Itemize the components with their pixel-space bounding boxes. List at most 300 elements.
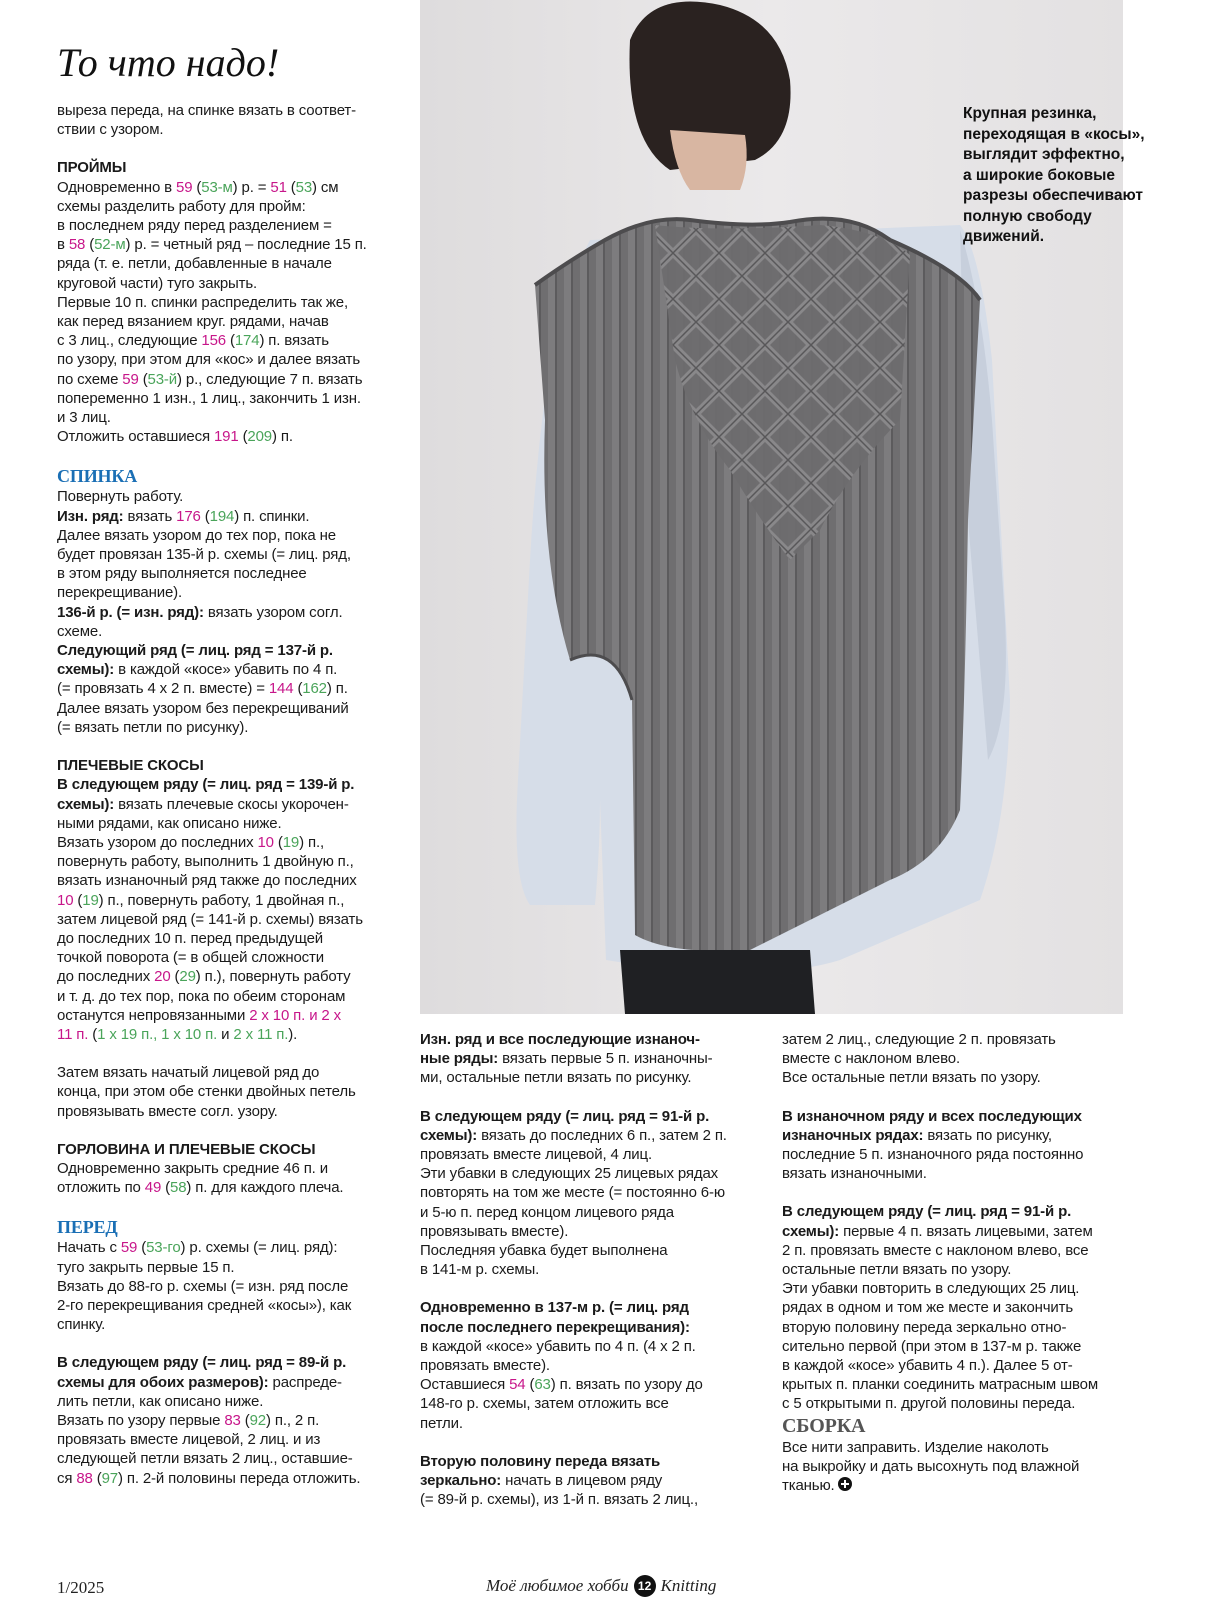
text-line [420, 1298, 765, 1317]
text-run: по схеме [57, 370, 123, 388]
text-run: вязать изнаночный ряд также до последних [57, 872, 357, 890]
text-run: 148-го р. схемы, затем отложить все [420, 1395, 669, 1413]
text-run: ) п., повернуть работу, 1 двойная п., [98, 891, 345, 909]
magazine-name: Моё любимое хобби [486, 1576, 629, 1595]
text-line [57, 178, 402, 197]
size-1-value: 59 [176, 178, 193, 196]
text-run: ( [200, 507, 210, 525]
text-run: ся [57, 1469, 77, 1487]
text-line [782, 1318, 1127, 1337]
text-run: и 5-ю п. перед концом лицевого ряда [420, 1203, 674, 1221]
text-line [57, 1296, 402, 1315]
text-line [57, 1159, 402, 1178]
text-line [782, 1126, 1127, 1145]
text-line [57, 1373, 402, 1392]
text-run: рядах в одном и том же месте и закончить [782, 1299, 1074, 1317]
size-2-value: 29 [179, 968, 196, 986]
instruction-paragraph [420, 1107, 765, 1280]
text-run: вязать узором согл. [203, 603, 343, 621]
text-line [57, 1025, 402, 1044]
section-heading: ПЕРЕД [57, 1217, 118, 1238]
text-line [420, 1318, 765, 1337]
text-line [782, 1337, 1127, 1356]
text-line [420, 1068, 765, 1087]
text-run: Эти убавки повторить в следующих 25 лиц. [782, 1280, 1080, 1298]
size-1-value: 191 [213, 428, 239, 446]
text-line [57, 254, 402, 273]
text-line [57, 871, 402, 890]
text-line [782, 1049, 1127, 1068]
text-run: ) п. [326, 680, 348, 698]
bold-run: после последнего перекрещивания): [420, 1318, 690, 1336]
text-run: Далее вязать узором до тех пор, пока не [57, 526, 336, 544]
text-run: с 5 открытыми п. другой половины переда. [782, 1395, 1076, 1413]
text-run: ) см [312, 178, 339, 196]
text-line [57, 1258, 402, 1277]
text-line [57, 293, 402, 312]
text-run: провязать вместе лицевой, 4 лиц. [420, 1146, 652, 1164]
text-run: последние 5 п. изнаночного ряда постоянно [782, 1146, 1084, 1164]
size-1-value: 20 [154, 968, 171, 986]
text-line [57, 350, 402, 369]
instruction-paragraph [57, 158, 402, 446]
text-run: вязать плечевые скосы укорочен- [114, 795, 349, 813]
text-run: в каждой «косе» убавить 4 п.). Далее 5 от- [782, 1357, 1073, 1375]
size-2-value: 174 [234, 332, 260, 350]
size-1-value: 144 [268, 680, 294, 698]
text-line [57, 641, 402, 660]
text-run: попеременно 1 изн., 1 лиц., закончить 1 изн. [57, 389, 361, 407]
text-run: ными рядами, как описано ниже. [57, 814, 282, 832]
text-run: лить петли, как описано ниже. [57, 1392, 264, 1410]
text-run: вязать изнаночными. [782, 1165, 927, 1183]
text-run: начать в лицевом ряду [501, 1472, 663, 1490]
instruction-paragraph [420, 1030, 765, 1088]
text-line [420, 1471, 765, 1490]
text-line [57, 852, 402, 871]
text-line [420, 1126, 765, 1145]
text-line [57, 1178, 402, 1197]
bold-run: схемы): [57, 795, 115, 813]
text-run: 2 п. провязать вместе с наклоном влево, все [782, 1241, 1089, 1259]
text-run: ( [137, 1239, 147, 1257]
text-run: точкой поворота (= в общей сложности [57, 949, 324, 967]
text-line [57, 370, 402, 389]
text-run: с 3 лиц., следующие [57, 332, 202, 350]
text-run: вторую половину переда зеркально отно- [782, 1318, 1067, 1336]
text-run: Затем вязать начатый лицевой ряд до [57, 1064, 320, 1082]
text-run: ( [240, 1411, 250, 1429]
text-run: в [57, 236, 69, 254]
text-run: провязать вместе). [420, 1357, 550, 1375]
text-run: Далее вязать узором без перекрещиваний [57, 699, 349, 717]
size-1-value: 83 [224, 1411, 241, 1429]
text-run: повернуть работу, выполнить 1 двойную п., [57, 853, 354, 871]
text-line [420, 1356, 765, 1375]
size-2-value: 63 [534, 1376, 551, 1394]
text-run: Эти убавки в следующих 25 лицевых рядах [420, 1165, 719, 1183]
size-2-value: 92 [249, 1411, 266, 1429]
text-line [420, 1145, 765, 1164]
text-line [420, 1337, 765, 1356]
instruction-paragraph [782, 1202, 1127, 1413]
section-heading: ПЛЕЧЕВЫЕ СКОСЫ [57, 757, 204, 775]
text-run: вязать по рисунку, [923, 1126, 1052, 1144]
text-run: ) р. = [232, 178, 271, 196]
text-line [782, 1375, 1127, 1394]
text-line [57, 545, 402, 564]
text-run: Одновременно в [57, 178, 176, 196]
text-run: Все нити заправить. Изделие наколоть [782, 1438, 1049, 1456]
text-line [782, 1394, 1127, 1413]
bold-run: схемы): [420, 1126, 478, 1144]
text-line [782, 1222, 1127, 1241]
text-line [57, 603, 402, 622]
instruction-paragraph [420, 1452, 765, 1510]
text-run: ) п. для каждого плеча. [186, 1179, 344, 1197]
text-run: ( [85, 236, 95, 254]
text-run: ( [161, 1179, 171, 1197]
text-line [57, 1082, 402, 1101]
text-run: петли. [420, 1414, 463, 1432]
text-line [57, 1469, 402, 1488]
size-2-value: 52-м [94, 236, 126, 254]
text-line [782, 1030, 1127, 1049]
text-line [57, 833, 402, 852]
text-line [420, 1394, 765, 1413]
text-line [782, 1164, 1127, 1183]
text-run: в каждой «косе» убавить по 4 п. [114, 661, 338, 679]
bold-run: Следующий ряд (= лиц. ряд = 137-й р. [57, 642, 333, 660]
size-2-value: 97 [101, 1469, 118, 1487]
instruction-paragraph [782, 1107, 1127, 1184]
text-run: ) п. [272, 428, 293, 446]
text-run: сительно первой (при этом в 137-м р. также [782, 1337, 1082, 1355]
text-line [782, 1279, 1127, 1298]
text-line [57, 526, 402, 545]
text-run: Вязать узором до последних [57, 833, 258, 851]
text-line [57, 679, 402, 698]
text-line [57, 1449, 402, 1468]
text-line [57, 929, 402, 948]
text-run: вместе с наклоном влево. [782, 1050, 960, 1068]
text-column-1 [57, 101, 402, 1488]
text-column-3 [782, 1030, 1127, 1495]
text-run: ) п. спинки. [234, 507, 310, 525]
text-run: (= 89-й р. схемы), из 1-й п. вязать 2 лиц., [420, 1491, 698, 1509]
size-1-value: 88 [76, 1469, 93, 1487]
text-column-2 [420, 1030, 765, 1509]
text-line [420, 1183, 765, 1202]
text-line [420, 1375, 765, 1394]
instruction-paragraph [57, 1353, 402, 1487]
text-run: до последних 10 п. перед предыдущей [57, 929, 324, 947]
section-heading: СБОРКА [782, 1414, 866, 1437]
text-line [782, 1260, 1127, 1279]
text-run: ). [288, 1025, 298, 1043]
text-line [57, 507, 402, 526]
text-run: выреза переда, на спинке вязать в соответ- [57, 102, 356, 119]
text-run: и 3 лиц. [57, 409, 111, 427]
size-1-value: 176 [176, 507, 201, 525]
page-number: 12 [634, 1575, 656, 1597]
text-line [57, 814, 402, 833]
text-run: ) п. вязать [259, 332, 329, 350]
size-2-value: 53-го [146, 1239, 181, 1257]
text-line [57, 1277, 402, 1296]
text-run: в каждой «косе» убавить по 4 п. (4 х 2 п. [420, 1337, 696, 1355]
text-run: ( [73, 891, 83, 909]
text-line [57, 427, 402, 446]
size-1-value: 54 [509, 1376, 526, 1394]
text-run: крытых п. планки соединить матрасным швом [782, 1376, 1099, 1394]
section-heading: ПРОЙМЫ [57, 159, 127, 177]
text-run: ) п.), повернуть работу [195, 968, 351, 986]
text-line [782, 1438, 1127, 1457]
size-2-value: 19 [282, 833, 300, 851]
text-run: ( [238, 428, 248, 446]
text-run: по узору, при этом для «кос» и далее вязать [57, 351, 361, 369]
text-run: останутся непровязанными [57, 1006, 250, 1024]
size-2-value: 2 х 11 п. [233, 1025, 289, 1043]
size-1-value: 51 [270, 178, 287, 196]
text-run: в последнем ряду перед разделением = [57, 217, 332, 235]
text-run: в этом ряду выполняется последнее [57, 565, 307, 583]
text-run: (= вязать петли по рисунку). [57, 718, 249, 736]
size-2-value: 1 х 19 п., 1 х 10 п. [97, 1025, 218, 1043]
size-1-value: 59 [120, 1239, 138, 1257]
text-run: Вязать до 88-го р. схемы (= изн. ряд после [57, 1277, 349, 1295]
text-line [420, 1107, 765, 1126]
size-1-value: 10 [257, 833, 274, 851]
bold-run: В следующем ряду (= лиц. ряд = 91-й р. [420, 1107, 710, 1125]
text-run: ( [525, 1376, 535, 1394]
text-run: ( [88, 1025, 98, 1043]
text-line [57, 1430, 402, 1449]
text-line [782, 1202, 1127, 1221]
size-1-value: 58 [68, 236, 86, 254]
page-footer [486, 1575, 716, 1597]
text-line [57, 699, 402, 718]
text-run: как перед вязанием круг. рядами, начав [57, 313, 329, 331]
text-line [782, 1298, 1127, 1317]
bold-run: Изн. ряд и все последующие изнаноч- [420, 1031, 700, 1048]
text-run: до последних [57, 968, 155, 986]
text-run: и т. д. до тех пор, пока по обеим сторонам [57, 987, 346, 1005]
text-line [420, 1490, 765, 1509]
bold-run: схемы для обоих размеров): [57, 1373, 269, 1391]
text-run: вязать [123, 507, 177, 525]
text-line [420, 1241, 765, 1260]
text-run: провязывать вместе согл. узору. [57, 1102, 278, 1120]
text-run: отложить по [57, 1179, 145, 1197]
text-line [57, 948, 402, 967]
instruction-paragraph [57, 1216, 402, 1334]
bold-run: Вторую половину переда вязать [420, 1452, 661, 1470]
text-run: тканью. [782, 1477, 835, 1495]
text-line [57, 891, 402, 910]
text-line [57, 1006, 402, 1025]
text-run: вязать первые 5 п. изнаночны- [498, 1050, 713, 1068]
text-line [57, 197, 402, 216]
text-run: Повернуть работу. [57, 488, 184, 506]
text-run: ) р. = четный ряд – последние 15 п. [125, 236, 367, 254]
text-line [57, 487, 402, 506]
text-run: будет провязан 135-й р. схемы (= лиц. ряд, [57, 546, 351, 564]
text-line [420, 1452, 765, 1471]
size-2-value: 53 [295, 178, 313, 196]
text-run: затем 2 лиц., следующие 2 п. провязать [782, 1031, 1056, 1048]
text-line [57, 910, 402, 929]
text-line [57, 795, 402, 814]
text-line [420, 1049, 765, 1068]
text-run: Первые 10 п. спинки распределить так же, [57, 293, 348, 311]
text-run: Последняя убавка будет выполнена [420, 1242, 668, 1260]
text-run: спинку. [57, 1316, 106, 1334]
bold-run: Одновременно в 137-м р. (= лиц. ряд [420, 1299, 689, 1317]
text-line [57, 564, 402, 583]
text-line [57, 331, 402, 350]
page-title: То что надо! [57, 40, 280, 85]
issue-number: 1/2025 [57, 1578, 105, 1597]
bold-run: В изнаночном ряду и всех последующих [782, 1107, 1082, 1125]
size-1-value: 59 [122, 370, 139, 388]
text-run: Все остальные петли вязать по узору. [782, 1069, 1041, 1087]
text-run: ) п. вязать по узору до [550, 1376, 703, 1394]
text-line [782, 1457, 1127, 1476]
text-line [57, 1392, 402, 1411]
bold-run: изнаночных рядах: [782, 1126, 924, 1144]
instruction-paragraph [57, 1063, 402, 1121]
text-line [57, 274, 402, 293]
text-run: схемы разделить работу для пройм: [57, 197, 306, 215]
section-heading: ГОРЛОВИНА И ПЛЕЧЕВЫЕ СКОСЫ [57, 1140, 316, 1158]
text-line [57, 216, 402, 235]
size-2-value: 19 [82, 891, 99, 909]
instruction-paragraph [57, 1140, 402, 1198]
bold-run: 136-й р. (= изн. ряд): [57, 603, 204, 621]
text-line [420, 1164, 765, 1183]
text-run: ( [192, 178, 202, 196]
text-line [57, 120, 402, 139]
text-line [420, 1030, 765, 1049]
instruction-paragraph [782, 1414, 1127, 1496]
size-1-value: 11 п. [57, 1025, 89, 1043]
text-line [57, 1102, 402, 1121]
bold-run: ные ряды: [420, 1050, 499, 1068]
text-run: ми, остальные петли вязать по рисунку. [420, 1069, 692, 1087]
text-run: повторять на том же месте (= постоянно 6-ю [420, 1184, 725, 1202]
text-run: ряда (т. е. петли, добавленные в начале [57, 255, 332, 273]
text-run: ( [286, 178, 296, 196]
section-heading: СПИНКА [57, 466, 138, 487]
text-run: перекрещивание). [57, 584, 183, 602]
size-2-value: 53-м [201, 178, 233, 196]
text-run: ( [92, 1469, 102, 1487]
text-run: ( [138, 370, 148, 388]
text-run: Отложить оставшиеся [57, 428, 214, 446]
instruction-paragraph [420, 1298, 765, 1432]
text-line [57, 1238, 402, 1257]
text-line [782, 1476, 1127, 1495]
section-name: Knitting [660, 1576, 717, 1595]
text-run: 2-го перекрещивания средней «косы»), как [57, 1296, 352, 1314]
text-line [57, 775, 402, 794]
text-line [57, 718, 402, 737]
photo-caption: Крупная резинка, переходящая в «косы», выглядит эффектно, а широкие боковые разрезы обеспечивают полную свободу движений. [963, 105, 1145, 245]
text-line [57, 987, 402, 1006]
text-run: затем лицевой ряд (= 141-й р. схемы) вязать [57, 910, 363, 928]
instruction-paragraph [57, 465, 402, 737]
instruction-paragraph [57, 101, 402, 139]
bold-run: схемы): [57, 661, 115, 679]
end-of-article-icon [838, 1477, 852, 1491]
text-line [57, 622, 402, 641]
size-1-value: 2 х 10 п. и 2 х [249, 1006, 341, 1024]
text-line [782, 1145, 1127, 1164]
text-line [57, 235, 402, 254]
text-run: Одновременно закрыть средние 46 п. и [57, 1159, 328, 1177]
text-run: ) п., [299, 833, 324, 851]
size-2-value: 53-й [147, 370, 178, 388]
text-run: ( [273, 833, 283, 851]
text-line [57, 660, 402, 679]
text-run: ствии с узором. [57, 121, 164, 139]
text-line [57, 1315, 402, 1334]
text-line [57, 1353, 402, 1372]
text-line [57, 583, 402, 602]
text-run: и [217, 1025, 234, 1043]
text-run: в 141-м р. схемы. [420, 1261, 540, 1279]
text-run: ) п. 2-й половины переда отложить. [118, 1469, 361, 1487]
text-run: круговой части) туго закрыть. [57, 274, 258, 292]
text-line [420, 1260, 765, 1279]
text-line [57, 389, 402, 408]
text-run: провязывать вместе). [420, 1222, 569, 1240]
size-1-value: 10 [57, 891, 74, 909]
text-run: провязать вместе лицевой, 2 лиц. и из [57, 1431, 321, 1449]
text-run: на выкройку и дать высохнуть под влажной [782, 1457, 1080, 1475]
text-line [782, 1356, 1127, 1375]
bold-run: Изн. ряд: [57, 507, 124, 525]
text-line [57, 312, 402, 331]
size-1-value: 156 [201, 332, 226, 350]
instruction-paragraph [782, 1030, 1127, 1088]
text-run: Оставшиеся [420, 1376, 510, 1394]
size-2-value: 162 [302, 680, 327, 698]
text-line [57, 101, 402, 120]
text-run: (= провязать 4 х 2 п. вместе) = [57, 680, 269, 698]
text-run: ) п., 2 п. [266, 1411, 320, 1429]
bold-run: В следующем ряду (= лиц. ряд = 139-й р. [57, 776, 355, 794]
size-2-value: 209 [247, 428, 272, 446]
text-line [420, 1222, 765, 1241]
text-run: схеме. [57, 622, 103, 640]
text-line [420, 1203, 765, 1222]
bold-run: схемы): [782, 1222, 840, 1240]
text-run: первые 4 п. вязать лицевыми, затем [839, 1222, 1093, 1240]
text-run: вязать до последних 6 п., затем 2 п. [477, 1126, 727, 1144]
text-run: Начать с [57, 1239, 121, 1257]
bold-run: зеркально: [420, 1472, 502, 1490]
text-line [782, 1241, 1127, 1260]
size-1-value: 49 [144, 1179, 162, 1197]
text-line [57, 967, 402, 986]
text-run: Вязать по узору первые [57, 1411, 225, 1429]
text-line [782, 1107, 1127, 1126]
text-run: ( [293, 680, 303, 698]
text-run: ( [225, 332, 235, 350]
